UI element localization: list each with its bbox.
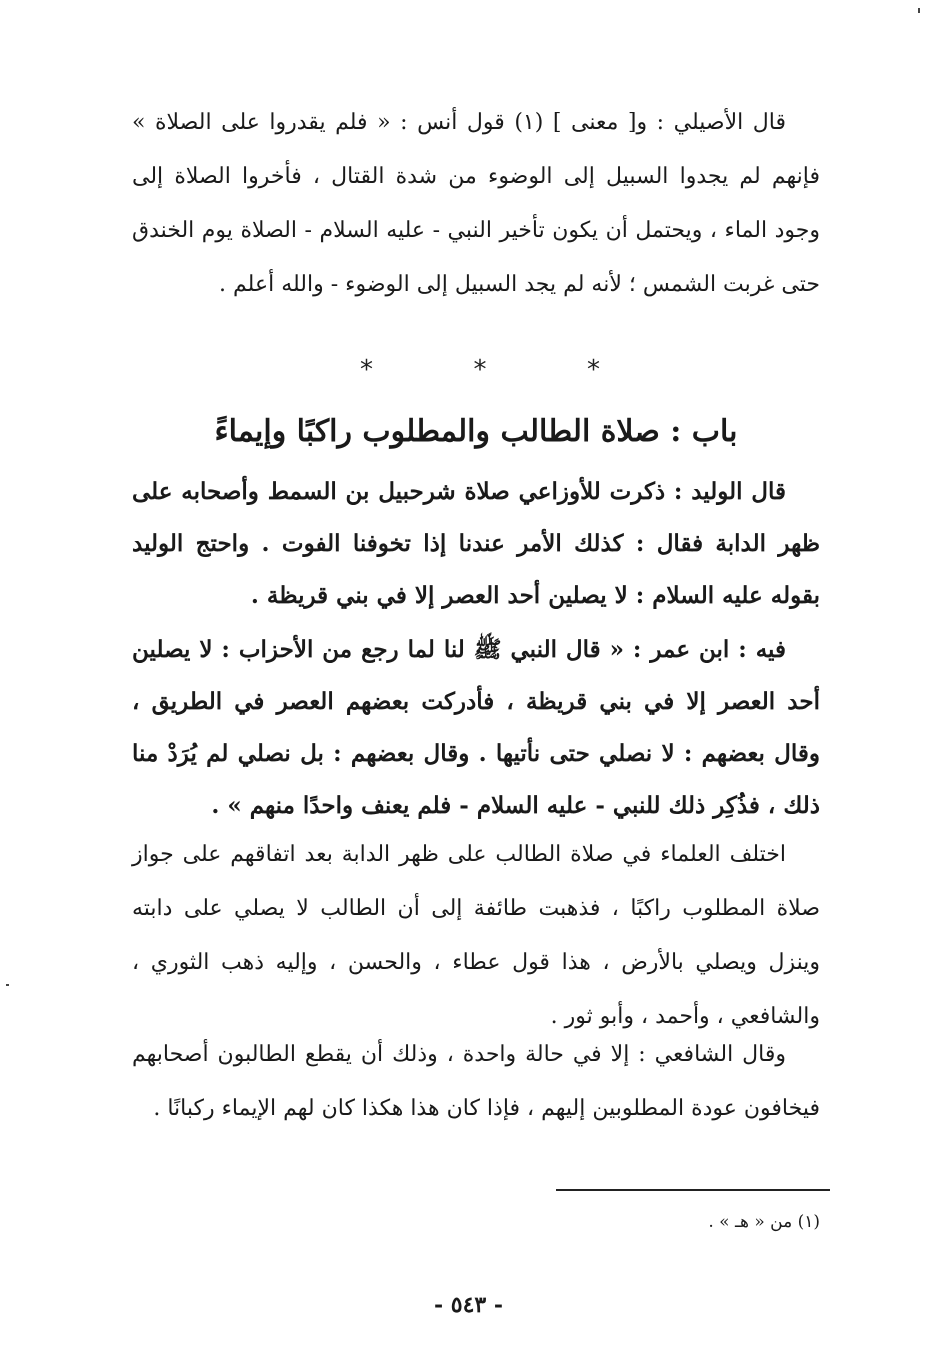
paragraph-shafii-text: وقال الشافعي : إلا في حالة واحدة ، وذلك أن يقطع الطالبون أصحابهم فيخافون عودة المطلوبين إليهم ، فإذا كان هذا هكذا كان لهم الإيماء ركبانًا . — [132, 1042, 820, 1121]
scan-mark — [6, 984, 9, 986]
asterisk-icon: * — [473, 355, 487, 385]
chapter-heading: باب : صلاة الطالب والمطلوب راكبًا وإيماءً — [214, 414, 738, 449]
footnote: (١) من « هـ » . — [708, 1212, 820, 1232]
paragraph-hadith-text: فيه : ابن عمر : « قال النبي ﷺ لنا لما رجع من الأحزاب : لا يصلين أحد العصر إلا في بني قريظة ، فأدركت بعضهم العصر في الطريق ، وقال بعضهم : لا نصلي حتى نأتيها . وقال بعضهم : بل نصلي لم يُرَدْ منا ذلك ، فذُكِر ذلك للنبي - عليه السلام - فلم يعنف واحدًا منهم » . — [132, 636, 820, 819]
page-number: - ٥٤٣ - — [433, 1292, 504, 1318]
asterisk-icon: * — [587, 355, 600, 385]
scan-mark — [918, 8, 920, 13]
paragraph-walid — [132, 466, 820, 622]
paragraph-walid-text: قال الوليد : ذكرت للأوزاعي صلاة شرحبيل بن السمط وأصحابه على ظهر الدابة فقال : كذلك الأمر عندنا إذا تخوفنا الفوت . واحتج الوليد بقوله عليه السلام : لا يصلين أحد العصر إلا في بني قريظة . — [132, 478, 820, 609]
footnote-divider — [556, 1189, 830, 1191]
paragraph-hadith — [132, 624, 820, 832]
paragraph-shafii — [132, 1028, 820, 1136]
paragraph-ikhtilaf-text: اختلف العلماء في صلاة الطالب على ظهر الدابة بعد اتفاقهم على جواز صلاة المطلوب راكبًا ، فذهبت طائفة إلى أن الطالب لا يصلي على دابته وينزل ويصلي بالأرض ، هذا قول عطاء ، والحسن ، وإليه ذهب الثوري ، والشافعي ، وأحمد ، وأبو ثور . — [132, 842, 820, 1029]
section-separator — [360, 352, 600, 388]
paragraph-asili — [132, 96, 820, 312]
paragraph-ikhtilaf — [132, 828, 820, 1044]
asterisk-icon: * — [360, 355, 373, 385]
paragraph-asili-text: قال الأصيلي : و[ معنى ] (١) قول أنس : « فلم يقدروا على الصلاة » فإنهم لم يجدوا السبيل إلى الوضوء من شدة القتال ، فأخروا الصلاة إلى وجود الماء ، ويحتمل أن يكون تأخير النبي - عليه السلام - الصلاة يوم الخندق حتى غربت الشمس ؛ لأنه لم يجد السبيل إلى الوضوء - والله أعلم . — [132, 110, 820, 297]
